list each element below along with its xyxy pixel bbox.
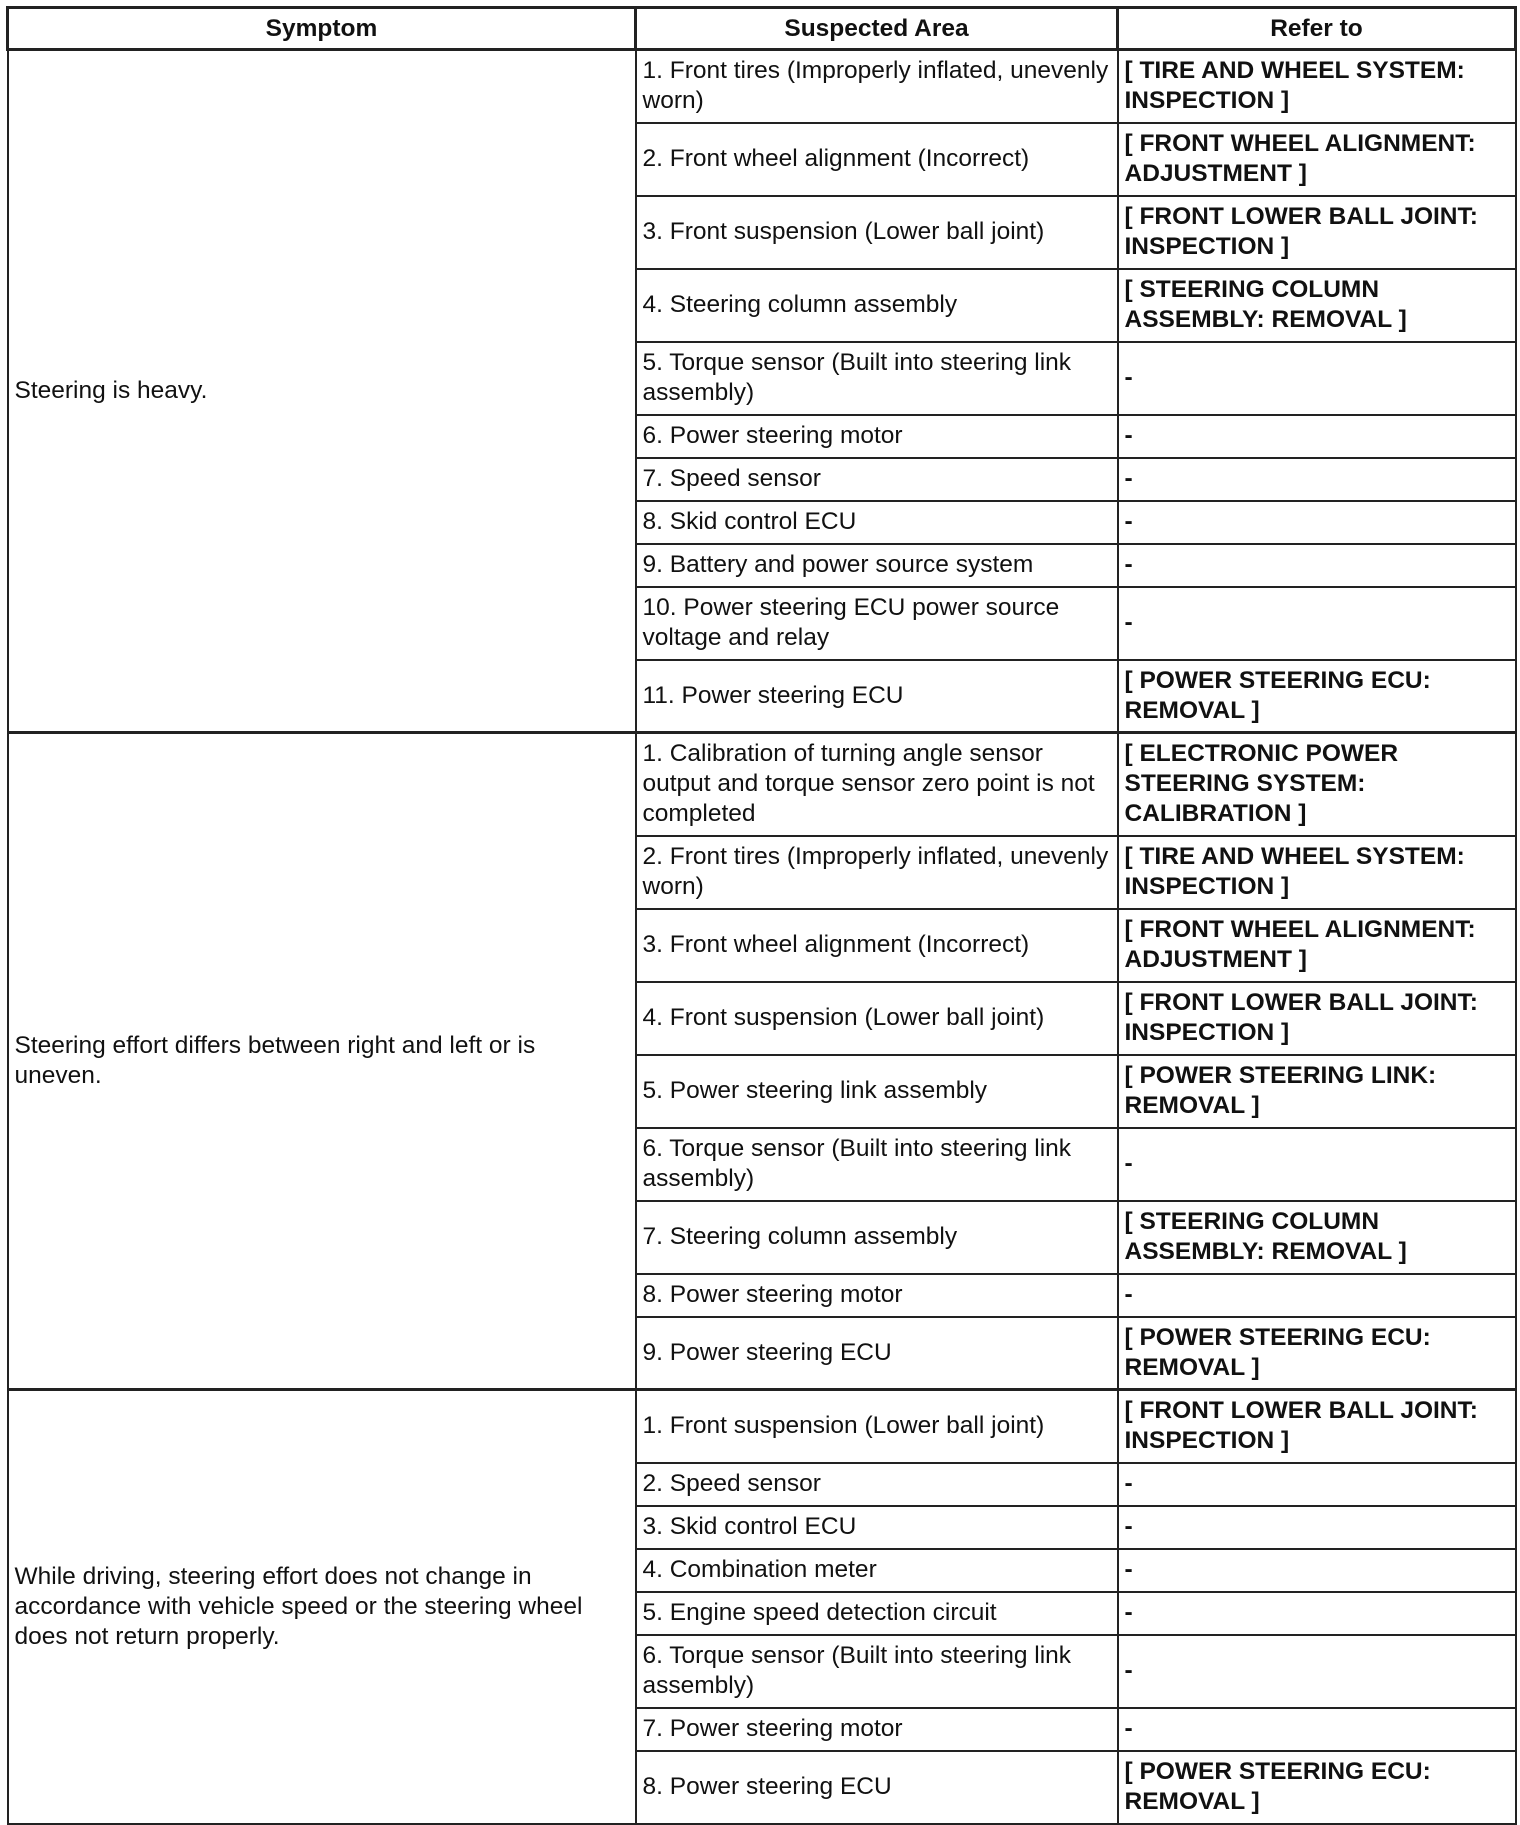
table-row [8, 733, 1516, 836]
suspected-area-cell: 8. Skid control ECU [636, 501, 1118, 544]
refer-to-cell: [ FRONT LOWER BALL JOINT: INSPECTION ] [1118, 982, 1516, 1055]
refer-to-cell: - [1118, 1549, 1516, 1592]
suspected-area-cell: 7. Power steering motor [636, 1708, 1118, 1751]
suspected-area-cell: 5. Torque sensor (Built into steering link assembly) [636, 342, 1118, 415]
table-body [8, 50, 1516, 1824]
suspected-area-cell: 5. Power steering link assembly [636, 1055, 1118, 1128]
symptom-cell: While driving, steering effort does not change in accordance with vehicle speed or the steering wheel does not return properly. [8, 1390, 636, 1824]
suspected-area-cell: 6. Torque sensor (Built into steering link assembly) [636, 1128, 1118, 1201]
suspected-area-cell: 7. Steering column assembly [636, 1201, 1118, 1274]
suspected-area-cell: 11. Power steering ECU [636, 660, 1118, 733]
suspected-area-cell: 10. Power steering ECU power source voltage and relay [636, 587, 1118, 660]
table-row [8, 1390, 1516, 1463]
suspected-area-cell: 9. Battery and power source system [636, 544, 1118, 587]
refer-to-cell: - [1118, 415, 1516, 458]
refer-to-cell: - [1118, 1506, 1516, 1549]
refer-to-cell: - [1118, 1708, 1516, 1751]
refer-to-cell: [ TIRE AND WHEEL SYSTEM: INSPECTION ] [1118, 836, 1516, 909]
refer-to-cell: - [1118, 544, 1516, 587]
refer-to-cell: [ TIRE AND WHEEL SYSTEM: INSPECTION ] [1118, 50, 1516, 123]
suspected-area-cell: 9. Power steering ECU [636, 1317, 1118, 1390]
refer-to-cell: - [1118, 458, 1516, 501]
suspected-area-cell: 7. Speed sensor [636, 458, 1118, 501]
refer-to-cell: [ ELECTRONIC POWER STEERING SYSTEM: CALIBRATION ] [1118, 733, 1516, 836]
table-header [8, 8, 1516, 50]
suspected-area-cell: 8. Power steering ECU [636, 1751, 1118, 1824]
refer-to-cell: - [1118, 342, 1516, 415]
refer-to-cell: [ POWER STEERING ECU: REMOVAL ] [1118, 1317, 1516, 1390]
refer-to-cell: [ POWER STEERING LINK: REMOVAL ] [1118, 1055, 1516, 1128]
table-row [8, 50, 1516, 123]
symptom-cell: Steering effort differs between right and left or is uneven. [8, 733, 636, 1390]
suspected-area-cell: 6. Power steering motor [636, 415, 1118, 458]
refer-to-cell: [ FRONT WHEEL ALIGNMENT: ADJUSTMENT ] [1118, 123, 1516, 196]
suspected-area-cell: 3. Front wheel alignment (Incorrect) [636, 909, 1118, 982]
header-symptom: Symptom [8, 8, 636, 50]
refer-to-cell: [ FRONT WHEEL ALIGNMENT: ADJUSTMENT ] [1118, 909, 1516, 982]
refer-to-cell: - [1118, 587, 1516, 660]
suspected-area-cell: 5. Engine speed detection circuit [636, 1592, 1118, 1635]
header-suspected-area: Suspected Area [636, 8, 1118, 50]
refer-to-cell: [ FRONT LOWER BALL JOINT: INSPECTION ] [1118, 1390, 1516, 1463]
refer-to-cell: [ FRONT LOWER BALL JOINT: INSPECTION ] [1118, 196, 1516, 269]
refer-to-cell: [ POWER STEERING ECU: REMOVAL ] [1118, 1751, 1516, 1824]
suspected-area-cell: 3. Front suspension (Lower ball joint) [636, 196, 1118, 269]
refer-to-cell: [ STEERING COLUMN ASSEMBLY: REMOVAL ] [1118, 1201, 1516, 1274]
refer-to-cell: - [1118, 1592, 1516, 1635]
suspected-area-cell: 6. Torque sensor (Built into steering link assembly) [636, 1635, 1118, 1708]
refer-to-cell: - [1118, 1635, 1516, 1708]
symptom-cell: Steering is heavy. [8, 50, 636, 733]
suspected-area-cell: 3. Skid control ECU [636, 1506, 1118, 1549]
refer-to-cell: - [1118, 1128, 1516, 1201]
suspected-area-cell: 4. Front suspension (Lower ball joint) [636, 982, 1118, 1055]
refer-to-cell: - [1118, 501, 1516, 544]
refer-to-cell: [ POWER STEERING ECU: REMOVAL ] [1118, 660, 1516, 733]
suspected-area-cell: 1. Front tires (Improperly inflated, unevenly worn) [636, 50, 1118, 123]
suspected-area-cell: 1. Calibration of turning angle sensor output and torque sensor zero point is not completed [636, 733, 1118, 836]
suspected-area-cell: 2. Front tires (Improperly inflated, unevenly worn) [636, 836, 1118, 909]
refer-to-cell: - [1118, 1463, 1516, 1506]
refer-to-cell: [ STEERING COLUMN ASSEMBLY: REMOVAL ] [1118, 269, 1516, 342]
suspected-area-cell: 4. Steering column assembly [636, 269, 1118, 342]
symptom-table [6, 6, 1517, 1825]
suspected-area-cell: 1. Front suspension (Lower ball joint) [636, 1390, 1118, 1463]
header-refer-to: Refer to [1118, 8, 1516, 50]
suspected-area-cell: 8. Power steering motor [636, 1274, 1118, 1317]
refer-to-cell: - [1118, 1274, 1516, 1317]
suspected-area-cell: 4. Combination meter [636, 1549, 1118, 1592]
suspected-area-cell: 2. Speed sensor [636, 1463, 1118, 1506]
suspected-area-cell: 2. Front wheel alignment (Incorrect) [636, 123, 1118, 196]
